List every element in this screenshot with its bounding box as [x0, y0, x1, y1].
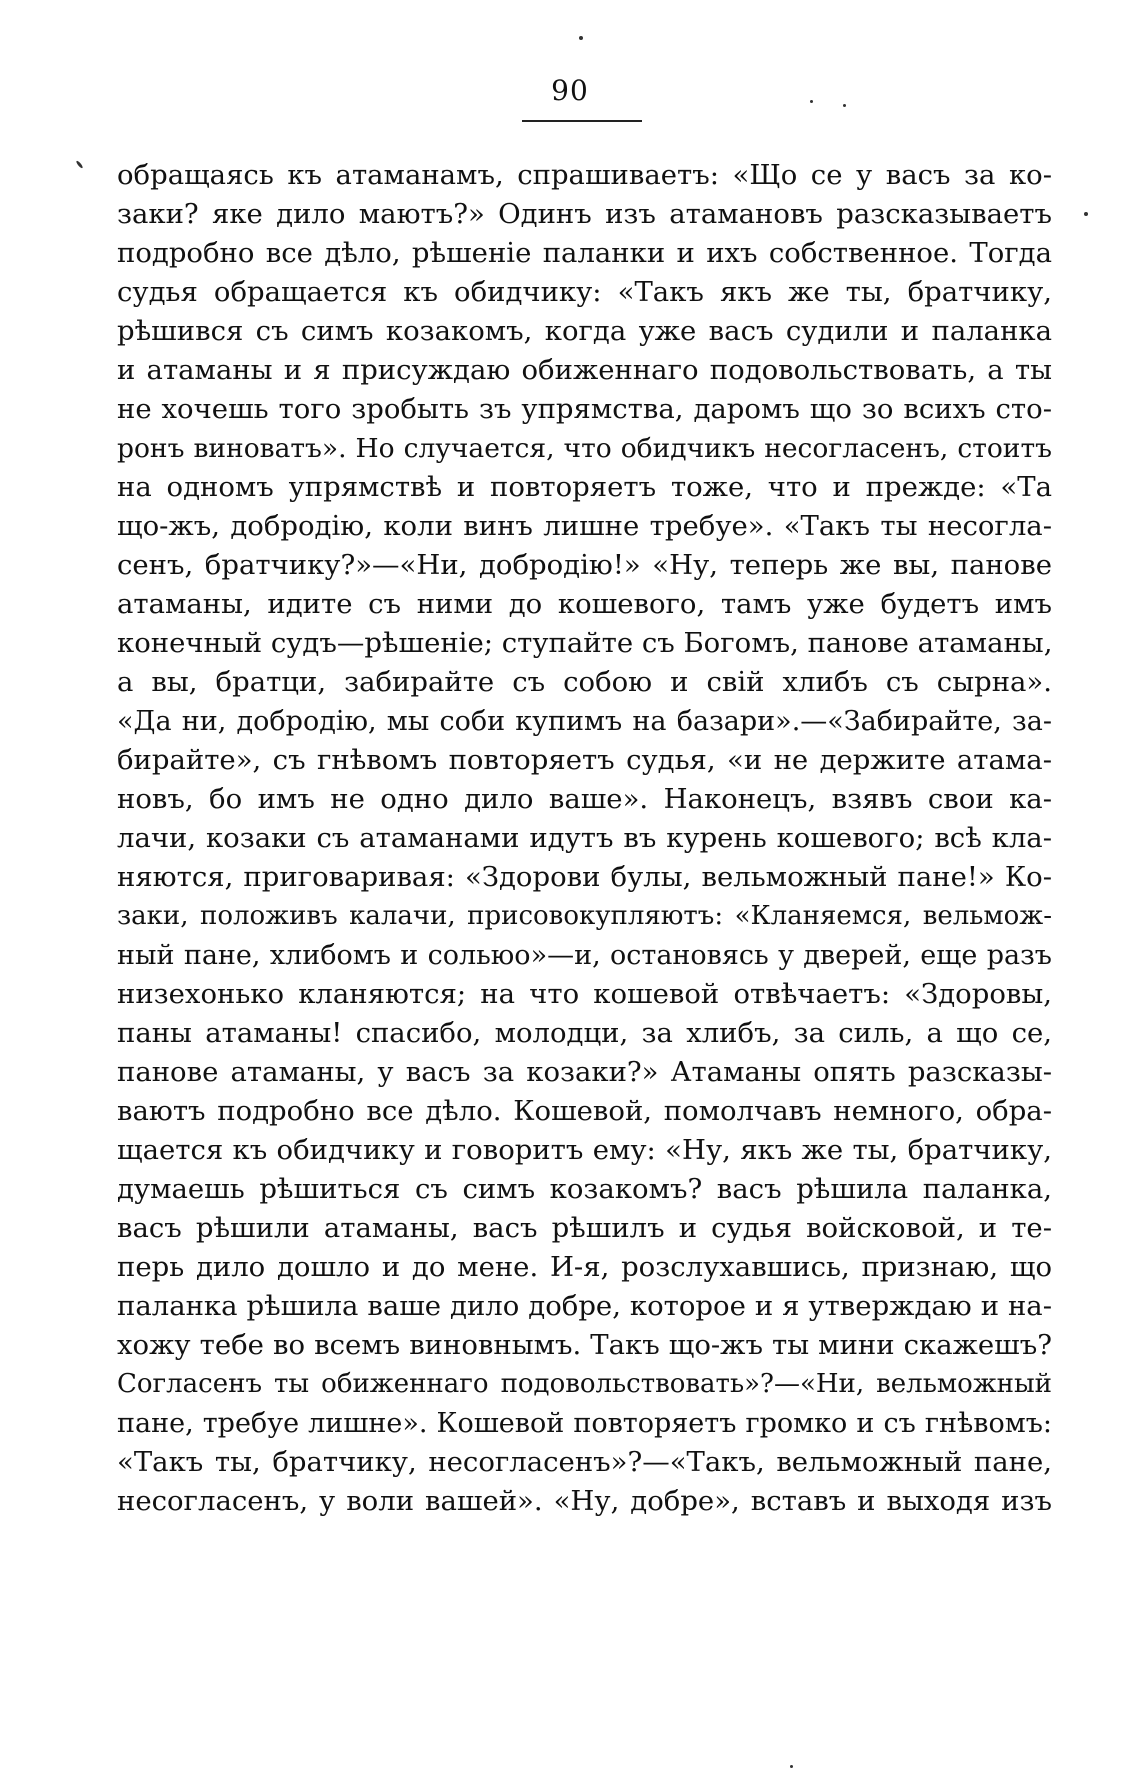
text-line: щается къ обидчику и говоритъ ему: «Ну, якъ же ты, братчику,	[117, 1134, 1052, 1166]
text-line: лачи, козаки съ атаманами идутъ въ курень кошевого; всѣ кла-	[117, 822, 1052, 854]
text-line: що-жъ, добродію, коли винъ лишне требуе». «Такъ ты несогла-	[117, 510, 1052, 542]
text-line: паланка рѣшила ваше дило добре, которое и я утверждаю и на-	[117, 1290, 1052, 1322]
text-line: атаманы, идите съ ними до кошевого, тамъ уже будетъ имъ	[117, 588, 1052, 620]
text-line: подробно все дѣло, рѣшеніе паланки и ихъ собственное. Тогда	[117, 237, 1052, 269]
scan-speck	[75, 160, 83, 169]
text-line: конечный судъ—рѣшеніе; ступайте съ Богомъ, панове атаманы,	[117, 627, 1053, 659]
scan-speck	[790, 1765, 793, 1768]
text-line: хожу тебе во всемъ виновнымъ. Такъ що-жъ ты мини скажешъ?	[117, 1329, 1052, 1361]
text-line: бирайте», съ гнѣвомъ повторяетъ судья, «и не держите атама-	[117, 744, 1052, 776]
page-number-rule	[522, 120, 642, 122]
text-line: на одномъ упрямствѣ и повторяетъ тоже, что и прежде: «Та	[117, 471, 1052, 503]
text-line: васъ рѣшили атаманы, васъ рѣшилъ и судья войсковой, и те-	[117, 1212, 1052, 1244]
text-line: панове атаманы, у васъ за козаки?» Атаманы опять разсказы-	[117, 1056, 1052, 1088]
text-line: няются, приговаривая: «Здорови булы, вельможный пане!» Ко-	[117, 861, 1052, 893]
text-line: «Да ни, добродію, мы соби купимъ на базари».—«Забирайте, за-	[117, 706, 1052, 737]
scan-speck	[1084, 212, 1088, 216]
text-line: судья обращается къ обидчику: «Такъ якъ же ты, братчику,	[117, 276, 1052, 308]
text-line: ваютъ подробно все дѣло. Кошевой, помолчавъ немного, обра-	[117, 1095, 1052, 1127]
text-line: не хочешь того зробыть зъ упрямства, даромъ що зо всихъ сто-	[117, 393, 1052, 425]
text-line: «Такъ ты, братчику, несогласенъ»?—«Такъ, вельможный пане,	[117, 1446, 1052, 1478]
text-line: сенъ, братчику?»—«Ни, добродію!» «Ну, теперь же вы, панове	[117, 549, 1052, 581]
text-line: думаешь рѣшиться съ симъ козакомъ? васъ рѣшила паланка,	[117, 1173, 1052, 1205]
scan-speck	[579, 36, 583, 40]
text-line: рѣшився съ симъ козакомъ, когда уже васъ судили и паланка	[117, 315, 1052, 347]
text-line: ронъ виноватъ». Но случается, что обидчикъ несогласенъ, стоитъ	[117, 433, 1052, 464]
text-line: ный пане, хлибомъ и сольюо»—и, остановясь у дверей, еще разъ	[117, 940, 1052, 971]
text-line: новъ, бо имъ не одно дило ваше». Наконецъ, взявъ свои ка-	[117, 783, 1052, 815]
text-line: несогласенъ, у воли вашей». «Ну, добре», вставъ и выходя изъ	[117, 1485, 1052, 1517]
text-line: паны атаманы! спасибо, молодци, за хлибъ, за силь, а що се,	[117, 1017, 1052, 1049]
text-line: обращаясь къ атаманамъ, спрашиваетъ: «Що се у васъ за ко-	[117, 159, 1052, 191]
text-line: Согласенъ ты обиженнаго подовольствовать»?—«Ни, вельможный	[117, 1369, 1052, 1399]
text-line: низехонько кланяются; на что кошевой отвѣчаетъ: «Здоровы,	[117, 978, 1052, 1010]
text-line: заки? яке дило маютъ?» Одинъ изъ атамановъ разсказываетъ	[117, 198, 1052, 230]
scan-speck	[810, 100, 813, 103]
text-line: заки, положивъ калачи, присовокупляютъ: «Кланяемся, вельмож-	[117, 901, 1052, 931]
page-number: 90	[551, 74, 589, 107]
text-line: а вы, братци, забирайте съ собою и свій хлибъ съ сырна».	[117, 666, 1052, 698]
text-line: пане, требуе лишне». Кошевой повторяетъ громко и съ гнѣвомъ:	[117, 1408, 1052, 1439]
text-line: и атаманы и я присуждаю обиженнаго подовольствовать, а ты	[117, 354, 1052, 386]
text-line: перь дило дошло и до мене. И-я, розслухавшись, признаю, що	[117, 1251, 1052, 1283]
body-text	[117, 156, 1052, 1521]
scan-speck	[843, 104, 846, 107]
